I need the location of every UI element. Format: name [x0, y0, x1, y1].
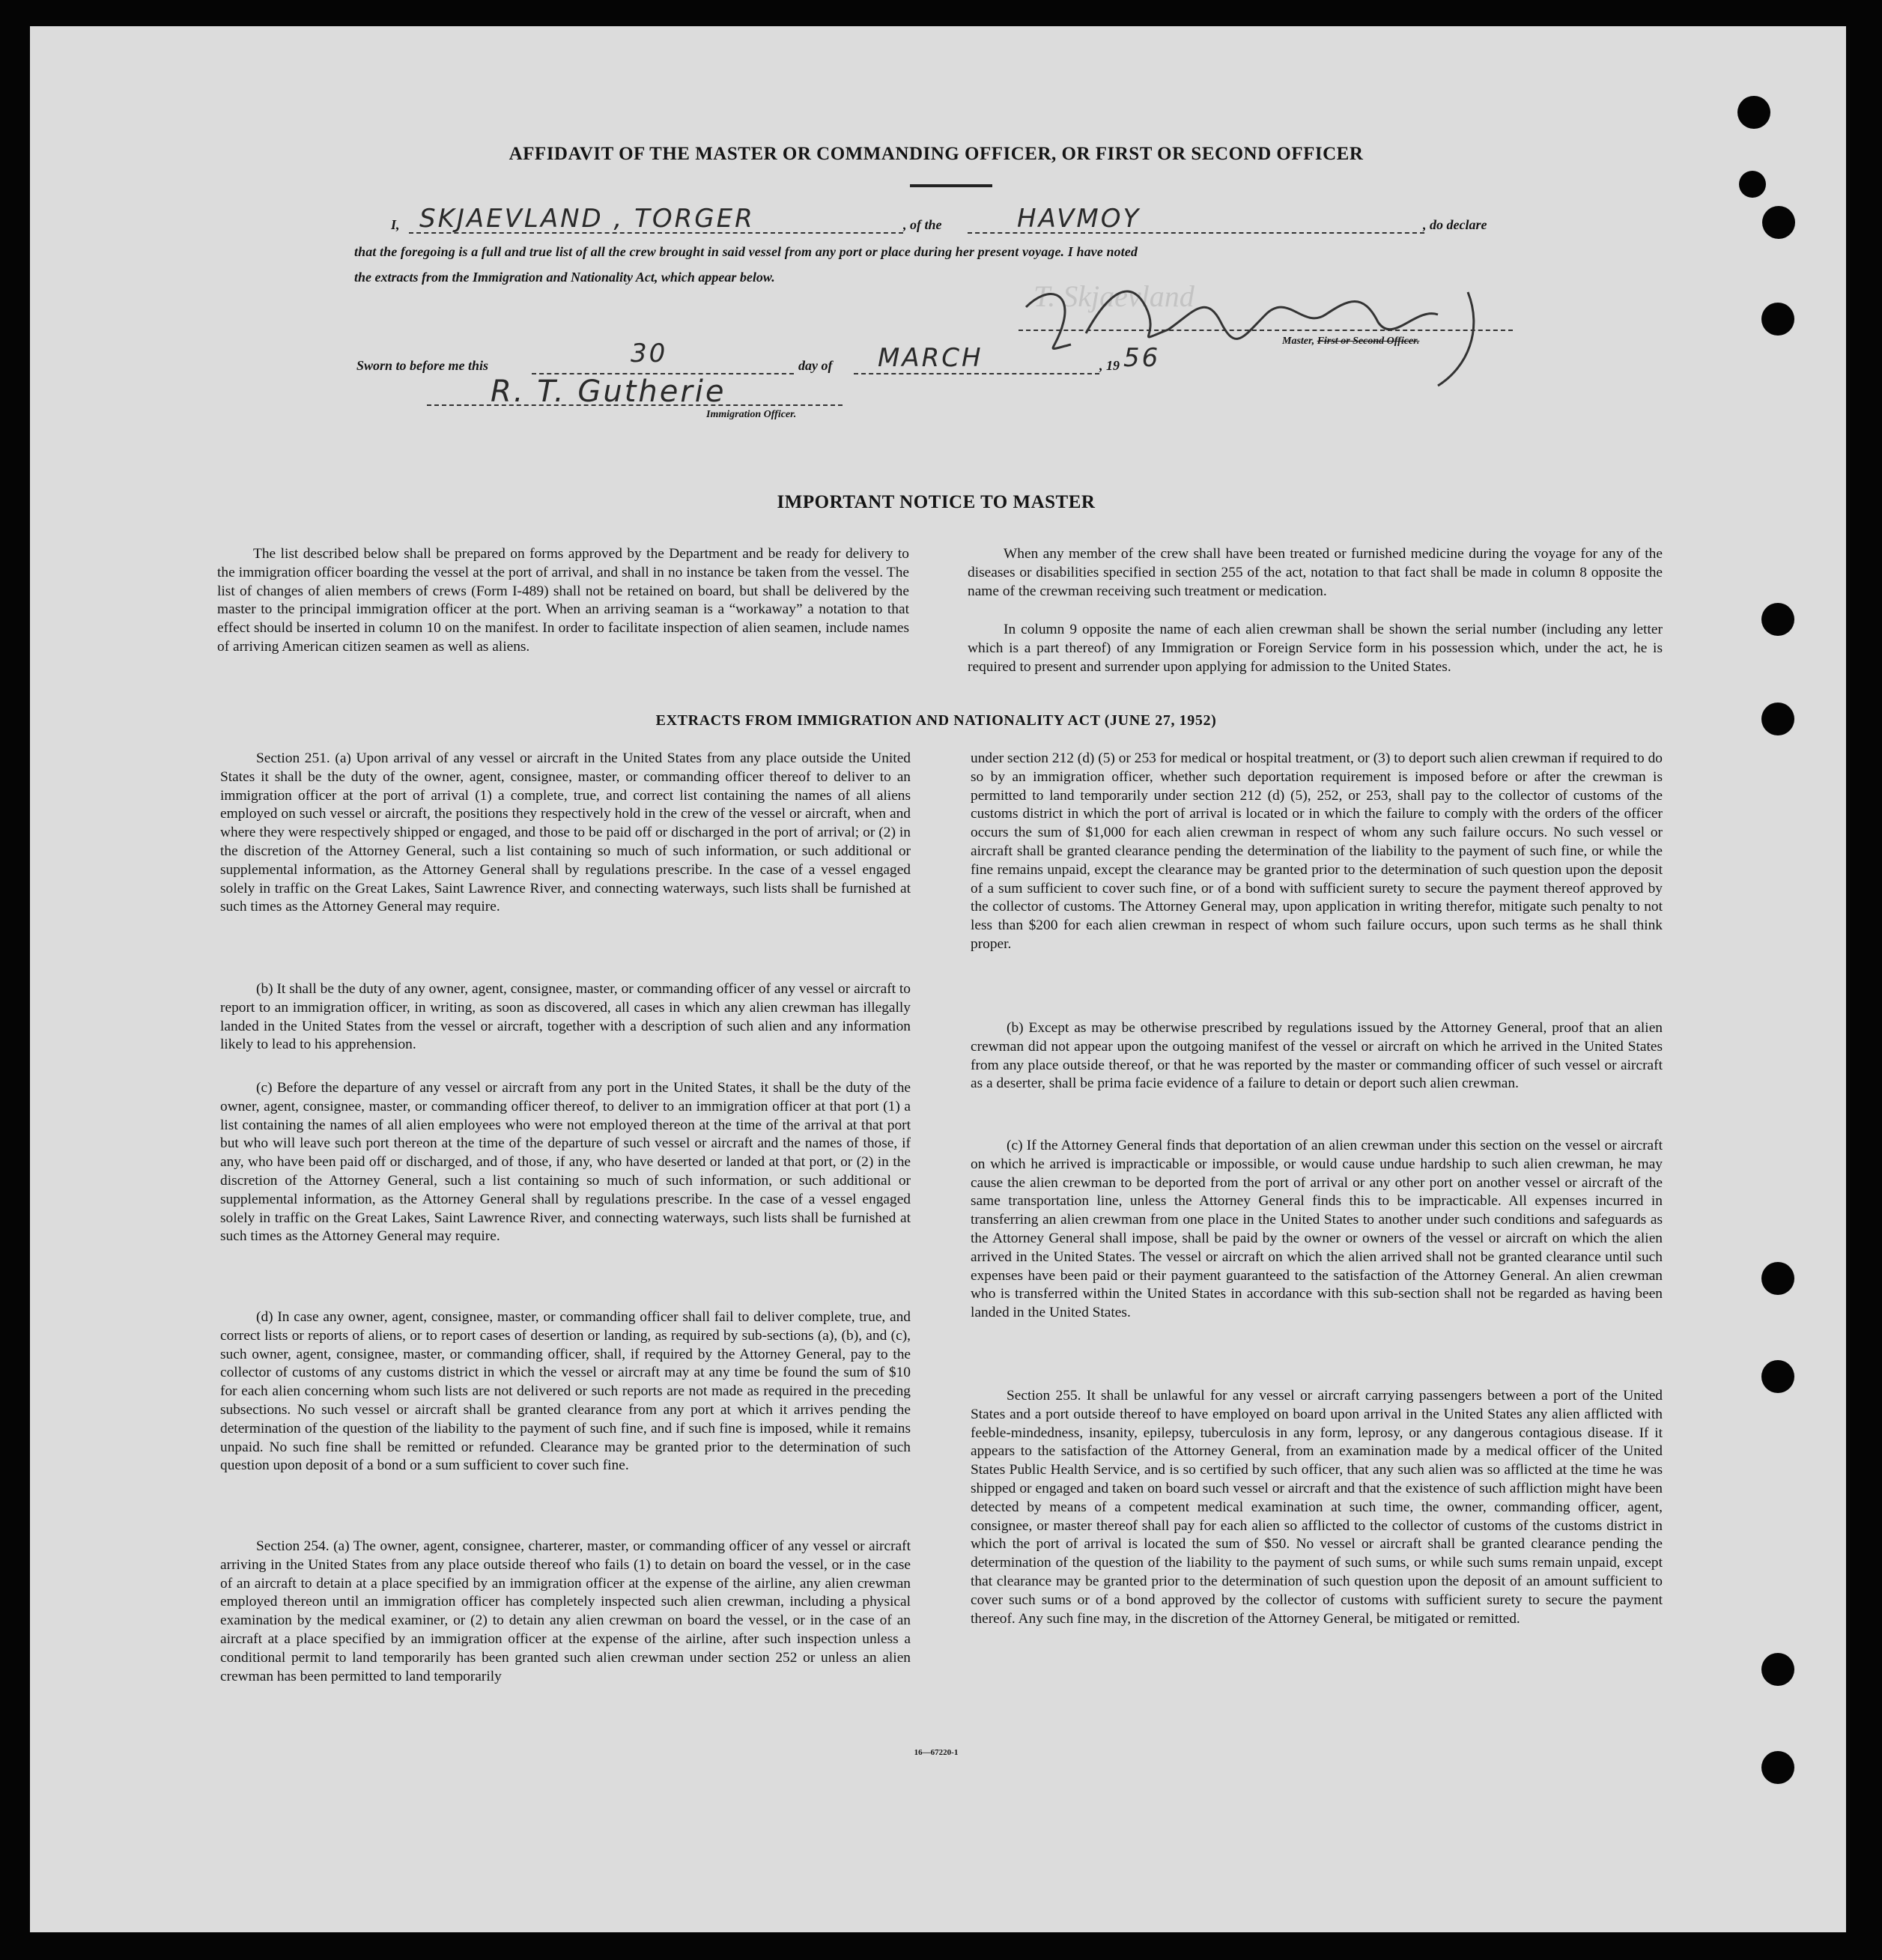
- punch-hole: [1761, 303, 1794, 336]
- master-caption-struck: First or Second Officer.: [1317, 336, 1420, 347]
- notice-right-paragraph-2: In column 9 opposite the name of each alien crewman shall be shown the serial number (including any letter which is a part thereof) of any Immigration or Foreign Service form in his possession which, under the act, he is required to present and surrender upon applying for admission to the United States.: [968, 622, 1663, 675]
- of-the-label: , of the: [903, 217, 942, 232]
- notice-right-paragraph-1: When any member of the crew shall have been treated or furnished medicine during the voyage for any of the diseases or disabilities specified in section 255 of the act, notation to that fact shall be made in column 8 opposite the name of the crewman receiving such treatment or medication.: [968, 546, 1663, 599]
- year-prefix: , 19: [1099, 358, 1120, 373]
- officer-caption: Immigration Officer.: [706, 409, 797, 420]
- declaration-statement-line1: that the foregoing is a full and true list of all the crew brought in said vessel from any port or place during her present voyage. I have noted: [354, 244, 1138, 259]
- master-signature-line: [1019, 330, 1513, 331]
- section-255: Section 255. It shall be unlawful for any vessel or aircraft carrying passengers between a port of the United States and a port outside thereof to have employed on board upon arrival in the United States any alien afflicted with feeble-mindedness, insanity, epilepsy, tuberculosis in any form, leprosy, or any dangerous contagious disease. If it appears to the satisfaction of the Attorney General, from an examination made by a medical officer of the United States Public Health Service, and is so certified by such officer, that any such alien was so afflicted at the time he was shipped or engaged and taken on board such vessel or aircraft and that the existence of such affliction might have been detected by means of a competent medical examination at such time, the owner, commanding officer, agent, consignee, or master thereof shall pay for each alien so afflicted to the collector of customs of the customs district in which the port of arrival is located the sum of $50. No vessel or aircraft shall be granted clearance pending the determination of the question of the liability to the payment of such sums, or while such sums remain unpaid, except that clearance may be granted prior to the determination of such question upon the deposit of an amount sufficient to cover such sums or of a bond approved by the collector of customs with sufficient surety to secure the payment thereof. Any such fine may, in the discretion of the Attorney General, be mitigated or remitted.: [971, 1388, 1663, 1627]
- sworn-month: MARCH: [878, 343, 983, 373]
- sworn-month-blank: [854, 373, 1099, 374]
- punch-hole: [1761, 703, 1794, 735]
- punch-hole: [1737, 96, 1770, 129]
- sworn-year: 56: [1123, 343, 1161, 373]
- punch-hole: [1761, 1360, 1794, 1393]
- section-251-a: Section 251. (a) Upon arrival of any vessel or aircraft in the United States from any place outside the United States it shall be the duty of the owner, agent, consignee, master, or commanding officer thereof to deliver to an immigration officer at the port of arrival (1) a complete, true, and correct list containing the names of all aliens employed on such vessel or aircraft, the positions they respectively hold in the crew of the vessel or aircraft, when and where they were respectively shipped or engaged, and those to be paid off or discharged in the port of arrival; or (2) in the discretion of the Attorney General, such a list containing so much of such information, or such additional or supplemental information, as the Attorney General shall by regulations prescribe. In the case of a vessel engaged solely in traffic on the Great Lakes, Saint Lawrence River, and connecting waterways, such lists shall be furnished at such times as the Attorney General may require.: [220, 750, 911, 915]
- notice-left-paragraph: The list described below shall be prepared on forms approved by the Department and be ready for delivery to the immigration officer boarding the vessel at the port of arrival, and shall in no instance be taken from the vessel. The list of changes of alien members of crews (Form I-489) shall not be retained on board, but shall be delivered by the master to the principal immigration officer at the port. When an arriving seaman is a “workaway” a notation to that effect should be inserted in column 10 on the manifest. In order to facilitate inspection of alien seamen, include names of arriving American citizen seamen as well as aliens.: [217, 546, 909, 655]
- section-254-c: (c) If the Attorney General finds that deportation of an alien crewman under this section on the vessel or aircraft on which he arrived is impracticable or impossible, or would cause undue hardship to such alien crewman, he may cause the alien crewman to be deported from the port of arrival or any other port on another vessel or aircraft of the same transportation line, unless the Attorney General finds this to be impracticable. All expenses incurred in transferring an alien crewman from one place in the United States to another under such conditions and safeguards as the Attorney General shall impose, shall be paid by the owner or owners of the vessel or aircraft on which the alien arrived in the United States. The vessel or aircraft on which the alien arrived shall not be granted clearance until such expenses have been paid or their payment guaranteed to the satisfaction of the Attorney General. An alien crewman who is transferred within the United States in accordance with this sub-section shall not be regarded as having been landed in the United States.: [971, 1138, 1663, 1321]
- declaration-statement-line2: the extracts from the Immigration and Nationality Act, which appear below.: [354, 270, 775, 285]
- officer-signature: R. T. Gutherie: [491, 374, 726, 409]
- declarant-name: SKJAEVLAND , TORGER: [419, 204, 755, 234]
- punch-hole: [1761, 603, 1794, 636]
- sworn-day: 30: [631, 339, 668, 368]
- section-251-c: (c) Before the departure of any vessel or aircraft from any port in the United States, it shall be the duty of the owner, agent, consignee, master, or commanding officer thereof, to deliver to an immigration officer at that port (1) a list containing the names of all alien employees who were not employed thereon at the time of the arrival at that port but who will leave such port thereon at the time of the departure of such vessel or aircraft and the names of those, if any, who have been paid off or discharged, and of those, if any, who have deserted or landed at that port, or (2) in the discretion of the Attorney General, such a list containing so much of such information, or such additional or supplemental information, as the Attorney General shall by regulations prescribe. In the case of a vessel engaged solely in traffic on the Great Lakes, Saint Lawrence River, and connecting waterways, such lists shall be furnished at such times as the Attorney General may require.: [220, 1080, 911, 1245]
- master-signature-text: T. Skjaevland: [1033, 279, 1195, 313]
- punch-hole: [1761, 1653, 1794, 1686]
- day-of-label: day of: [798, 358, 833, 373]
- title-rule: [910, 184, 992, 187]
- extracts-title: EXTRACTS FROM IMMIGRATION AND NATIONALITY ACT (JUNE 27, 1952): [655, 712, 1217, 729]
- punch-hole: [1762, 206, 1795, 239]
- declaration-i: I,: [391, 217, 400, 232]
- punch-hole: [1761, 1751, 1794, 1784]
- master-caption-prefix: Master,: [1282, 336, 1315, 347]
- form-number: 16—67220-1: [914, 1748, 959, 1757]
- do-declare-label: , do declare: [1423, 217, 1487, 232]
- master-caption: [1282, 336, 1419, 348]
- section-254-a-continued: under section 212 (d) (5) or 253 for medical or hospital treatment, or (3) to deport such alien crewman if required to do so by an immigration officer, whether such deportation requirement is imposed before or after the crewman is permitted to land temporarily under section 212 (d) (5), 252, or 253, shall pay to the collector of customs of the customs district in which the port of arrival is located or in which the failure to comply with the orders of the officer occurs the sum of $1,000 for each alien crewman in respect of whom any such failure occurs. No such vessel or aircraft shall be granted clearance pending the determination of the liability to the payment of such fine, or while the fine remains unpaid, except the clearance may be granted prior to the determination of such question upon the deposit of a sum sufficient to cover such fine, or of a bond with sufficient surety to secure the payment thereof approved by the collector of customs. The Attorney General may, upon application in writing therefor, mitigate such penalty to not less than $200 for each alien crewman in respect of whom such failure occurs, upon such terms as he shall think proper.: [971, 750, 1663, 952]
- section-251-d: (d) In case any owner, agent, consignee, master, or commanding officer shall fail to deliver complete, true, and correct lists or reports of aliens, or to report cases of desertion or landing, as required by sub-sections (a), (b), and (c), such owner, agent, consignee, master, or commanding officer, shall, if required by the Attorney General, pay to the collector of customs of any customs district in which the vessel or aircraft may at any time be found the sum of $10 for each alien concerning whom such lists are not delivered or such reports are not made as required in the preceding subsections. No such vessel or aircraft shall be granted clearance from any port at which it arrives pending the determination of the question of the liability to the payment of such fine, and if such fine is imposed, while it remains unpaid. No such fine shall be remitted or refunded. Clearance may be granted prior to the determination of such question upon deposit of a bond or a sum sufficient to cover such fine.: [220, 1309, 911, 1474]
- sworn-label: Sworn to before me this: [356, 358, 489, 373]
- section-251-b: (b) It shall be the duty of any owner, agent, consignee, master, or commanding officer of any vessel or aircraft to report to an immigration officer, in writing, as soon as discovered, all cases in which any alien crewman has illegally landed in the United States from the vessel or aircraft, together with a description of such alien and any information likely to lead to his apprehension.: [220, 981, 911, 1053]
- notice-title: IMPORTANT NOTICE TO MASTER: [777, 492, 1096, 512]
- punch-hole: [1739, 171, 1766, 198]
- section-254-a: Section 254. (a) The owner, agent, consignee, charterer, master, or commanding officer of any vessel or aircraft arriving in the United States from any place outside thereof who fails (1) to detain on board the vessel, or in the case of an aircraft to detain at a place specified by an immigration officer at the expense of the airline, any alien crewman employed thereon until an immigration officer has completely inspected such alien crewman, including a physical examination by the medical examiner, or (2) to detain any alien crewman on board the vessel, or in the case of an aircraft at a place specified by an immigration officer at the expense of the airline, after such inspection unless a conditional permit to land temporarily has been granted such alien crewman under section 252 or unless an alien crewman has been permitted to land temporarily: [220, 1538, 911, 1684]
- punch-hole: [1761, 1262, 1794, 1295]
- vessel-name: HAVMOY: [1017, 204, 1141, 234]
- affidavit-title: AFFIDAVIT OF THE MASTER OR COMMANDING OFFICER, OR FIRST OR SECOND OFFICER: [509, 144, 1364, 164]
- section-254-b: (b) Except as may be otherwise prescribed by regulations issued by the Attorney General, proof that an alien crewman did not appear upon the outgoing manifest of the vessel or aircraft on which he arrived in the United States from any place outside thereof, or that he was reported by the master or commanding officer of such vessel or aircraft as a deserter, shall be prima facie evidence of a failure to detain or deport such alien crewman.: [971, 1020, 1663, 1092]
